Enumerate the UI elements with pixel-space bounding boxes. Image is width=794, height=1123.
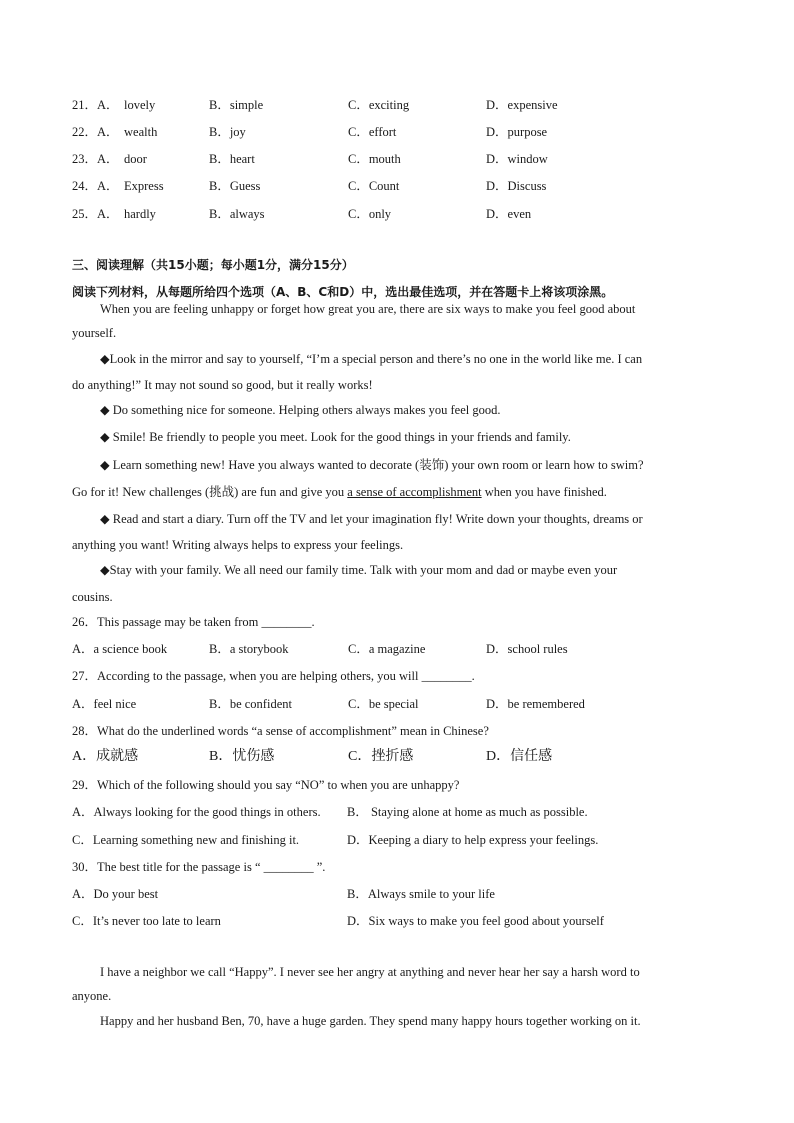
option-b: B．忧伤感 xyxy=(209,749,275,764)
section-heading: 三、阅读理解（共15小题；每小题1分，满分15分） xyxy=(72,258,354,272)
paragraph-line: When you are feeling unhappy or forget how great you are, there are six ways to make you feel good about xyxy=(100,302,636,316)
option-a: A．成就感 xyxy=(72,749,139,764)
question-number: 22．A． xyxy=(72,125,119,139)
option-b: B．simple xyxy=(209,98,264,112)
option-c: C．a magazine xyxy=(348,642,426,656)
paragraph-line xyxy=(72,484,607,500)
section-instruction: 阅读下列材料，从每题所给四个选项（A、B、C和D）中，选出最佳选项，并在答题卡上将该项涂黑。 xyxy=(72,285,614,299)
question-29-stem: 29．Which of the following should you say “NO” to when you are unhappy? xyxy=(72,778,460,792)
underlined-phrase: a sense of accomplishment xyxy=(347,485,482,499)
text-segment: when you have finished. xyxy=(481,485,607,499)
option-b: B．a storybook xyxy=(209,642,289,656)
paragraph-line: ◆ Read and start a diary. Turn off the TV and let your imagination fly! Write down your thoughts, dreams or xyxy=(100,512,643,526)
option-d: D．expensive xyxy=(486,98,558,112)
option-c: C．exciting xyxy=(348,98,410,112)
paragraph-line: I have a neighbor we call “Happy”. I never see her angry at anything and never hear her say a harsh word to xyxy=(100,965,640,979)
option-a: A．feel nice xyxy=(72,697,137,711)
question-28-stem: 28．What do the underlined words “a sense of accomplishment” mean in Chinese? xyxy=(72,724,489,738)
option-c: C．be special xyxy=(348,697,419,711)
option-a: hardly xyxy=(124,207,156,221)
option-d: D．even xyxy=(486,207,532,221)
option-a: A．Always looking for the good things in others. xyxy=(72,805,321,819)
option-b: B． Staying alone at home as much as possible. xyxy=(347,805,588,819)
paragraph-line: yourself. xyxy=(72,326,117,340)
paragraph-line: anything you want! Writing always helps to express your feelings. xyxy=(72,538,404,552)
question-number: 24．A． xyxy=(72,179,119,193)
option-c: C．挫折感 xyxy=(348,749,414,764)
paragraph-line: ◆Look in the mirror and say to yourself, “I’m a special person and there’s no one in the world like me. I can xyxy=(100,352,643,366)
option-c: C．It’s never too late to learn xyxy=(72,914,221,928)
option-a: Express xyxy=(124,179,164,193)
question-number: 21．A． xyxy=(72,98,119,112)
paragraph-line: Happy and her husband Ben, 70, have a huge garden. They spend many happy hours together working on it. xyxy=(100,1014,641,1028)
question-number: 25．A． xyxy=(72,207,119,221)
option-a: A．Do your best xyxy=(72,887,159,901)
paragraph-line: ◆ Learn something new! Have you always wanted to decorate (装饰) your own room or learn how to swim? xyxy=(100,458,644,472)
option-d: D．Discuss xyxy=(486,179,547,193)
question-30-stem: 30．The best title for the passage is “ ________ ”. xyxy=(72,860,326,874)
question-number: 23．A． xyxy=(72,152,119,166)
option-b: B．heart xyxy=(209,152,255,166)
option-d: D．信任感 xyxy=(486,749,553,764)
option-c: C．only xyxy=(348,207,392,221)
option-c: C．mouth xyxy=(348,152,401,166)
option-a: lovely xyxy=(124,98,156,112)
option-c: C．Learning something new and finishing it. xyxy=(72,833,300,847)
option-a: door xyxy=(124,152,147,166)
option-d: D．Six ways to make you feel good about yourself xyxy=(347,914,604,928)
question-27-stem: 27．According to the passage, when you are helping others, you will ________. xyxy=(72,669,475,683)
option-d: D．window xyxy=(486,152,548,166)
option-d: D．Keeping a diary to help express your feelings. xyxy=(347,833,599,847)
option-b: B．Always smile to your life xyxy=(347,887,495,901)
option-a: wealth xyxy=(124,125,158,139)
paragraph-line: ◆ Do something nice for someone. Helping others always makes you feel good. xyxy=(100,403,501,417)
paragraph-line: ◆ Smile! Be friendly to people you meet. Look for the good things in your friends and family. xyxy=(100,430,571,444)
option-b: B．Guess xyxy=(209,179,261,193)
option-c: C．Count xyxy=(348,179,400,193)
option-b: B．be confident xyxy=(209,697,292,711)
paragraph-line: do anything!” It may not sound so good, but it really works! xyxy=(72,378,373,392)
option-c: C．effort xyxy=(348,125,397,139)
option-d: D．be remembered xyxy=(486,697,585,711)
option-d: D．school rules xyxy=(486,642,568,656)
paragraph-line: anyone. xyxy=(72,989,112,1003)
paragraph-line: cousins. xyxy=(72,590,113,604)
option-b: B．always xyxy=(209,207,265,221)
option-b: B．joy xyxy=(209,125,246,139)
option-d: D．purpose xyxy=(486,125,548,139)
text-segment: Go for it! New challenges (挑战) are fun and give you xyxy=(72,485,348,499)
question-26-stem: 26．This passage may be taken from ________. xyxy=(72,615,315,629)
option-a: A．a science book xyxy=(72,642,168,656)
paragraph-line: ◆Stay with your family. We all need our family time. Talk with your mom and dad or maybe even your xyxy=(100,563,618,577)
